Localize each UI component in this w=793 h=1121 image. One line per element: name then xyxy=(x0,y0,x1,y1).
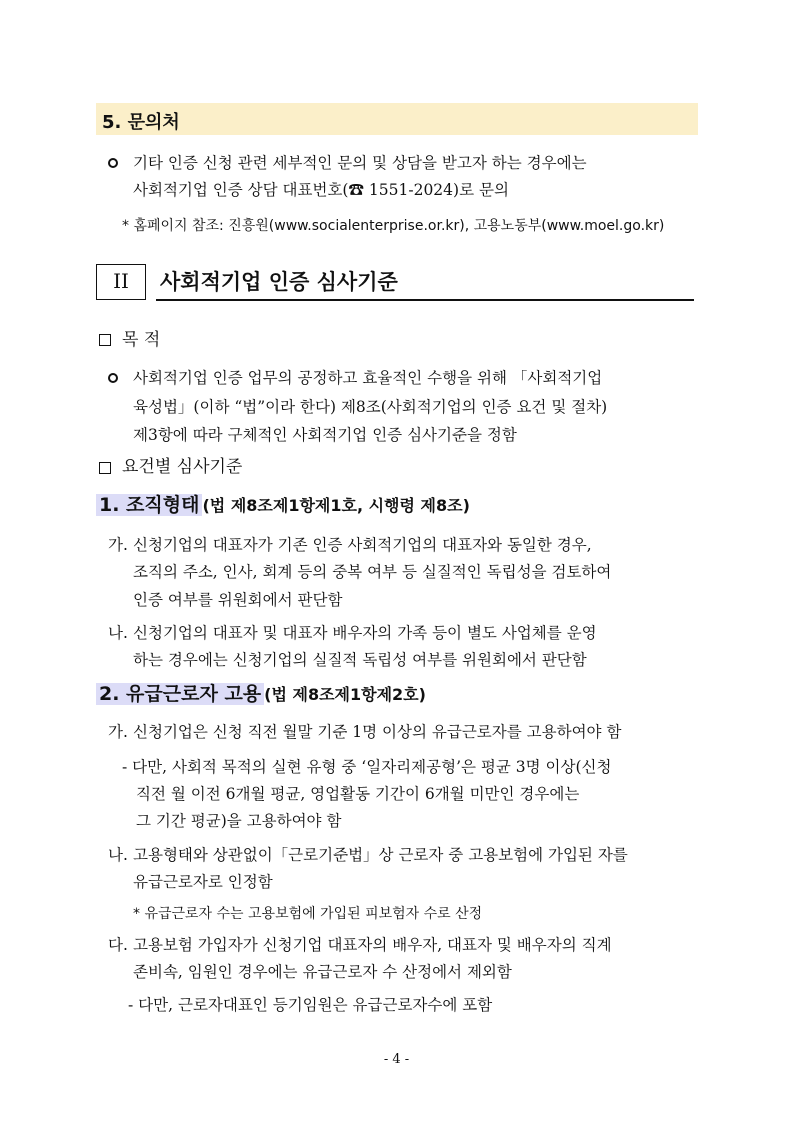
section-5-title: 5. 문의처 xyxy=(102,112,180,133)
purpose-heading: 목 적 xyxy=(122,330,161,350)
purpose-line-3: 제3항에 따라 구체적인 사회적기업 인증 심사기준을 정함 xyxy=(133,426,517,444)
chapter-title-underline xyxy=(156,299,694,301)
square-bullet-icon xyxy=(99,334,111,346)
circle-bullet-icon xyxy=(108,373,118,383)
section-1-heading xyxy=(96,495,470,516)
section-2-title: 2. 유급근로자 고용 xyxy=(96,683,264,705)
criteria-heading: 요건별 심사기준 xyxy=(122,457,243,477)
s2-ga-line-1: 신청기업은 신청 직전 월말 기준 1명 이상의 유급근로자를 고용하여야 함 xyxy=(133,723,622,741)
s2-da-line-1: 고용보험 가입자가 신청기업 대표자의 배우자, 대표자 및 배우자의 직계 xyxy=(133,936,612,954)
section-1-subtitle: (법 제8조제1항제1호, 시행령 제8조) xyxy=(202,496,470,515)
sec5-bullet-line-1: 기타 인증 신청 관련 세부적인 문의 및 상담을 받고자 하는 경우에는 xyxy=(133,154,587,172)
s1-ga-line-2: 조직의 주소, 인사, 회계 등의 중복 여부 등 실질적인 독립성을 검토하여 xyxy=(133,563,612,581)
section-2-heading xyxy=(96,684,426,705)
s1-ga-line-3: 인증 여부를 위원회에서 판단함 xyxy=(133,591,343,609)
s1-ga-marker: 가. xyxy=(108,536,128,554)
section-5-header-bar xyxy=(96,103,698,135)
s1-ga-line-1: 신청기업의 대표자가 기존 인증 사회적기업의 대표자와 동일한 경우, xyxy=(133,536,592,554)
s2-ga-marker: 가. xyxy=(108,723,128,741)
s1-na-line-1: 신청기업의 대표자 및 대표자 배우자의 가족 등이 별도 사업체를 운영 xyxy=(133,624,597,642)
circle-bullet-icon xyxy=(108,158,118,168)
chapter-number: II xyxy=(113,269,129,293)
page-number: - 4 - xyxy=(383,1052,410,1067)
s2-da-marker: 다. xyxy=(108,936,128,954)
s2-na-note: * 유급근로자 수는 고용보험에 가입된 피보험자 수로 산정 xyxy=(133,906,483,922)
chapter-title: 사회적기업 인증 심사기준 xyxy=(160,270,398,294)
chapter-number-box xyxy=(96,264,146,300)
purpose-line-1: 사회적기업 인증 업무의 공정하고 효율적인 수행을 위해 「사회적기업 xyxy=(133,369,603,387)
s2-ga-dash-line-1: - 다만, 사회적 목적의 실현 유형 중 ‘일자리제공형’은 평균 3명 이상(신청 xyxy=(122,758,612,776)
s2-da-dash: - 다만, 근로자대표인 등기임원은 유급근로자수에 포함 xyxy=(128,996,493,1014)
s2-na-line-2: 유급근로자로 인정함 xyxy=(133,873,273,891)
s2-na-line-1: 고용형태와 상관없이「근로기준법」상 근로자 중 고용보험에 가입된 자를 xyxy=(133,846,628,864)
s2-da-line-2: 존비속, 임원인 경우에는 유급근로자 수 산정에서 제외함 xyxy=(133,963,512,981)
sec5-note: * 홈페이지 참조: 진흥원(www.socialenterprise.or.kr), 고용노동부(www.moel.go.kr) xyxy=(122,218,665,234)
sec5-bullet-line-2: 사회적기업 인증 상담 대표번호(☎ 1551-2024)로 문의 xyxy=(133,181,509,199)
s2-ga-dash-line-2: 직전 월 이전 6개월 평균, 영업활동 기간이 6개월 미만인 경우에는 xyxy=(136,785,580,803)
square-bullet-icon xyxy=(99,462,111,474)
s1-na-line-2: 하는 경우에는 신청기업의 실질적 독립성 여부를 위원회에서 판단함 xyxy=(133,651,587,669)
s2-ga-dash-line-3: 그 기간 평균)을 고용하여야 함 xyxy=(136,812,342,830)
section-1-title: 1. 조직형태 xyxy=(96,494,202,516)
section-2-subtitle: (법 제8조제1항제2호) xyxy=(264,685,426,704)
s2-na-marker: 나. xyxy=(108,846,128,864)
purpose-line-2: 육성법」(이하 “법”이라 한다) 제8조(사회적기업의 인증 요건 및 절차) xyxy=(133,398,608,416)
s1-na-marker: 나. xyxy=(108,624,128,642)
